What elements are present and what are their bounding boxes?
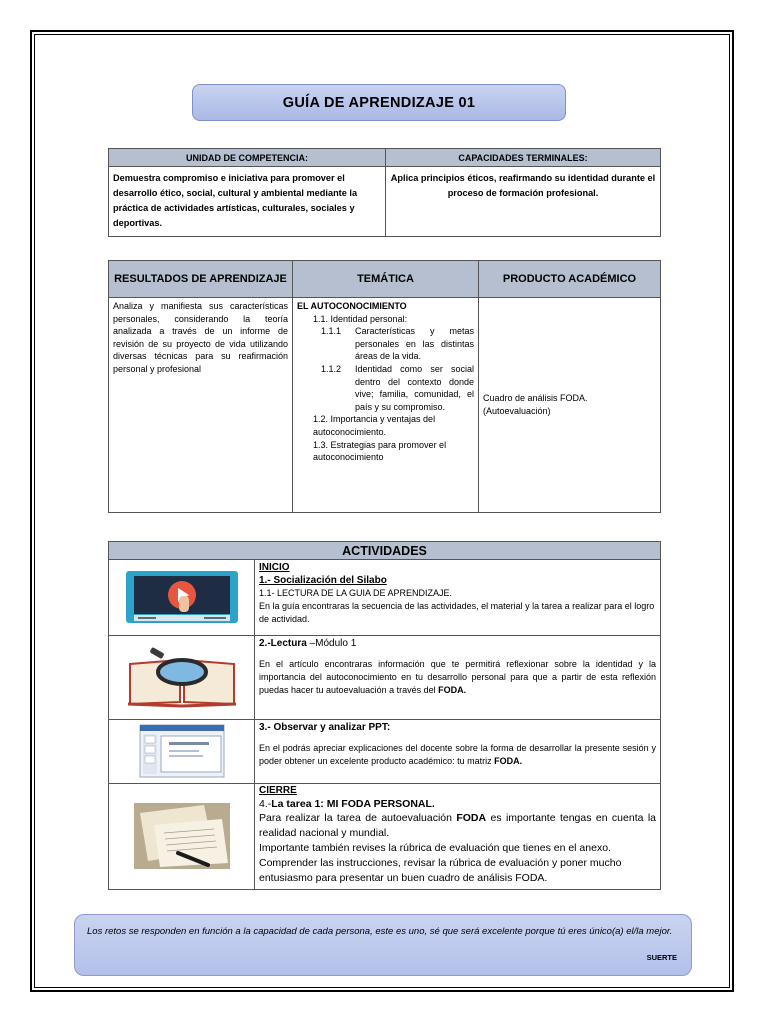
actividad-4-p3: Comprender las instrucciones, revisar la rúbrica de evaluación y poner mucho entusiasmo para presentar un buen cuadro de análisis FODA.: [259, 857, 622, 884]
inicio-label: INICIO: [259, 562, 290, 573]
resultados-header: RESULTADOS DE APRENDIZAJE: [109, 261, 293, 298]
open-book-magnifier-icon: [122, 644, 242, 710]
tematica-item-1-2: 1.2. Importancia y ventajas del autoconocimiento.: [313, 414, 436, 437]
actividad-4-p1-post: es importante tengas en cuenta la realidad nacional y mundial.: [259, 812, 657, 839]
unidad-competencia-text: Demuestra compromiso e iniciativa para promover el desarrollo ético, social, cultural y ambiental mediante la práctica de actividades artísticas, culturales, sociales y deportivas.: [109, 167, 386, 237]
actividad-3-foda: FODA.: [494, 756, 523, 766]
tematica-item-1-3: 1.3. Estrategias para promover el autoconocimiento: [313, 439, 447, 463]
actividad-2-foda: FODA.: [438, 685, 467, 695]
actividad-1-text: [255, 560, 661, 636]
capacidades-terminales-text: Aplica principios éticos, reafirmando su identidad durante el proceso de formación profesional.: [386, 167, 661, 237]
writing-desk-icon: [134, 803, 230, 869]
actividad-4-p1-foda: FODA: [456, 812, 487, 824]
capacidades-terminales-header: CAPACIDADES TERMINALES:: [386, 149, 661, 167]
producto-text: Cuadro de análisis FODA. (Autoevaluación): [479, 298, 661, 513]
actividad-4-text: [255, 784, 661, 890]
actividad-2-text: [255, 636, 661, 720]
actividad-3-title: 3.- Observar y analizar PPT:: [259, 722, 391, 733]
tematica-num-1-1-2: 1.1.2: [321, 363, 342, 374]
actividad-3-image-cell: [109, 720, 255, 784]
tematica-cell: [293, 298, 479, 513]
cierre-label: CIERRE: [259, 785, 297, 796]
actividad-1-image-cell: [109, 560, 255, 636]
unidad-competencia-header: UNIDAD DE COMPETENCIA:: [109, 149, 386, 167]
tematica-text-1-1-2: Identidad como ser social dentro del contexto donde vive; familia, comunidad, el país y su compromiso.: [355, 363, 474, 412]
actividades-header: ACTIVIDADES: [109, 542, 661, 560]
tematica-text-1-1-1: Características y metas personales en las distintas áreas de la vida.: [355, 326, 474, 362]
aprendizaje-table: [108, 260, 661, 513]
actividad-2-title-bold: 2.-Lectura: [259, 638, 307, 649]
actividad-1-line2: En la guía encontraras la secuencia de las actividades, el material y la tarea a realizar para el logro de actividad.: [259, 601, 655, 624]
video-player-icon: [124, 569, 240, 625]
actividad-1-title: 1.- Socialización del Silabo: [259, 575, 387, 586]
actividad-4-title: La tarea 1: MI FODA PERSONAL.: [271, 798, 435, 810]
actividad-2-title-rest: –Módulo 1: [306, 638, 357, 649]
actividades-table: [108, 541, 661, 890]
actividad-3-text: [255, 720, 661, 784]
guide-title: GUÍA DE APRENDIZAJE 01: [192, 84, 566, 121]
actividad-2-body: En el artículo encontraras información que te permitirá reflexionar sobre la identidad y la importancia del autoconocimiento en tu desarrollo personal para que a partir de esta reflexión puedas hacer tu autoevaluación a través del: [259, 659, 657, 695]
actividad-1-line1: 1.1- LECTURA DE LA GUIA DE APRENDIZAJE.: [259, 588, 453, 598]
resultados-text: Analiza y manifiesta sus características personales, considerando la teoría analizada a través de un informe de revisión de su proyecto de vida utilizando diversas técnicas para su reafirmación personal y profesional: [109, 298, 293, 513]
producto-header: PRODUCTO ACADÉMICO: [479, 261, 661, 298]
actividad-4-title-prefix: 4.-: [259, 798, 272, 810]
tematica-num-1-1-1: 1.1.1: [321, 326, 342, 337]
tematica-item-1-1-2: [297, 363, 474, 413]
competencia-table: [108, 148, 661, 237]
actividad-4-p1-pre: Para realizar la tarea de autoevaluación: [259, 812, 457, 824]
footer-message: Los retos se responden en función a la capacidad de cada persona, este es uno, sé que será excelente porque tú eres único(a) el/la mejor.: [87, 926, 673, 937]
tematica-title: EL AUTOCONOCIMIENTO: [297, 301, 407, 311]
tematica-item-1-1: 1.1. Identidad personal:: [313, 313, 408, 324]
actividad-4-p2: Importante también revises la rúbrica de evaluación que tienes en el anexo.: [259, 842, 611, 854]
actividad-3-body: En el podrás apreciar explicaciones del docente sobre la forma de desarrollar la presente sesión y poder obtener un excelente producto académico: tu matriz: [259, 743, 657, 766]
ppt-slides-icon: [139, 724, 225, 778]
motivational-footer: [74, 914, 692, 976]
actividad-4-image-cell: [109, 784, 255, 890]
actividad-2-image-cell: [109, 636, 255, 720]
suerte-label: SUERTE: [646, 953, 677, 962]
tematica-item-1-1-1: [297, 325, 474, 363]
tematica-header: TEMÁTICA: [293, 261, 479, 298]
